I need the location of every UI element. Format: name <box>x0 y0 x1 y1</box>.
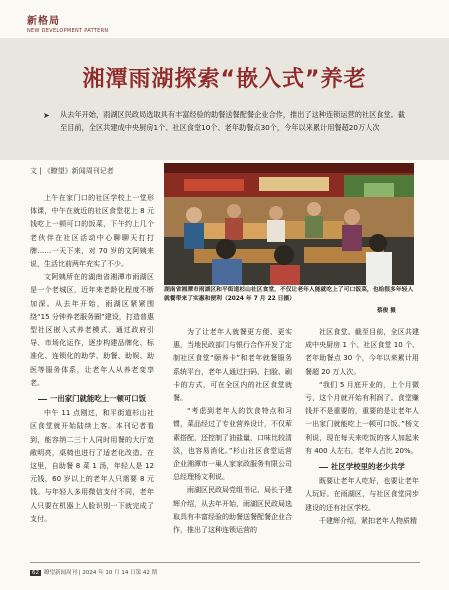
page-number: 62 <box>32 570 39 576</box>
paragraph: 上午在家门口的社区学校上一堂形体课，中午在就近的社区食堂花上 8 元钱吃上一顿可口的饭菜，下午约上几个老伙伴在社区活动中心聊聊天打打牌……一天下来，对 70 岁的文阿姨来说，生活比前两年充实了不少。 <box>30 194 154 269</box>
photo-caption: 湖南省湘潭市雨湖区和平街道杉山社区食堂，不仅让老年人能就吃上了可口饭菜，也给很多年轻人就餐带来了实惠和便利（2024 年 7 月 22 日摄） <box>164 287 414 302</box>
column-3 <box>305 326 419 528</box>
paragraph: 中午 11 点刚过，和平街道杉山社区食堂就开始陆续上客。本刊记者看到，能容纳二三十人同时用餐的大厅宽敞明亮，桌椅也进行了适老化改造。在这里，自助餐 8 菜 1 汤，年轻人是 12 元钱，60 岁以上的老年人只需要 8 元钱。与年轻人多用微信支付不同，老年人只要在机器上人脸识别一下就完成了支付。 <box>30 409 154 523</box>
section-tag-cn: 新格局 <box>27 16 60 27</box>
paragraph: 为了让老年人就餐更方便、更实惠，当地民政部门与银行合作开发了定制社区食堂“颐养卡”和老年就餐服务系统平台，老年人通过扫码、扫脸、刷卡的方式，可在全区内的社区食堂就餐。 <box>173 328 292 403</box>
paragraph: 雨湖区民政局党组书记、局长于建辉介绍，从去年开始，雨湖区民政局选取具有丰富经验的助餐送餐配餐企业合作，推出了这种连锁运营的 <box>173 486 292 535</box>
article-headline: 湘潭雨湖探索“嵌入式”养老 <box>82 67 367 92</box>
article-lede: 从去年开始，雨湖区民政局选取具有丰富经验的助餐送餐配餐企业合作，推出了这种连锁运营的社区食堂。截至目前，全区共建成中央厨房1个、社区食堂10个、老年助餐点30个，今年以来累计用餐超20万人次 <box>60 110 406 132</box>
column-2 <box>173 326 292 537</box>
paragraph: 社区食堂。截至目前，全区共建成中央厨房 1 个、社区食堂 10 个、老年助餐点 30 个，今年以来累计用餐超 20 万人次。 <box>305 328 419 376</box>
lede-arrow-icon: ➤ <box>43 111 50 120</box>
column-1 <box>30 192 154 526</box>
byline: 文 | 《瞭望》新闻周刊记者 <box>30 167 114 175</box>
section-tag-en: NEW DEVELOPMENT PATTERN <box>27 28 109 34</box>
paragraph: 既要让老年人吃好，也要让老年人玩好。在雨湖区，与社区食堂同步建设的还有社区学校。 <box>305 477 419 512</box>
subheading-2 <box>305 460 419 473</box>
paragraph: “我们 5 月底开业的，上个月微亏，这个月就开始有利润了。食堂赚钱并不是重要的，重要的是让老年人一出家门就能吃上一顿可口饭。”杨文利说，现在每天来吃饭的客人加起来有 400 人左右，老年人占比 20%。 <box>305 380 419 455</box>
paragraph: 文阿姨所在的湖南省湘潭市雨湖区是一个老城区，近年来老龄化程度不断加深。从去年开始，雨湖区紧紧围绕“15 分钟养老服务圈”建设，打造普惠型社区嵌入式养老模式，通过政府引导、市场化运作，逐步构建品牌化、标准化、连锁化的助学、助餐、助娱、助医等服务体系，让老年人从养老变享老。 <box>30 273 154 387</box>
footer-rule <box>30 562 420 563</box>
paragraph: “考虑到老年人的饮食特点和习惯，菜品经过了专业营养设计，不仅荤素搭配，还控制了油盐量，口味比较清淡，也容易消化。”杉山社区食堂运营企业湘潭市一巢人家家政服务有限公司总经理杨文利说。 <box>173 407 292 482</box>
article-photo <box>164 163 414 285</box>
subheading-2-text: 社区学校里的老少共学 <box>331 462 405 472</box>
subheading-1-text: 一出家门就能吃上一顿可口饭 <box>49 394 147 404</box>
photo-credit: 蔡俊 摄 <box>377 308 396 314</box>
headline-band <box>0 38 449 160</box>
page-footer <box>30 568 157 576</box>
section-tag <box>27 12 108 34</box>
footer-text: 瞭望新闻周刊 | 2024 年 10 月 14 日第 42 期 <box>44 570 158 576</box>
subheading-1 <box>30 392 154 405</box>
paragraph: 千建辉介绍，紧扣老年人物质精 <box>319 516 417 525</box>
